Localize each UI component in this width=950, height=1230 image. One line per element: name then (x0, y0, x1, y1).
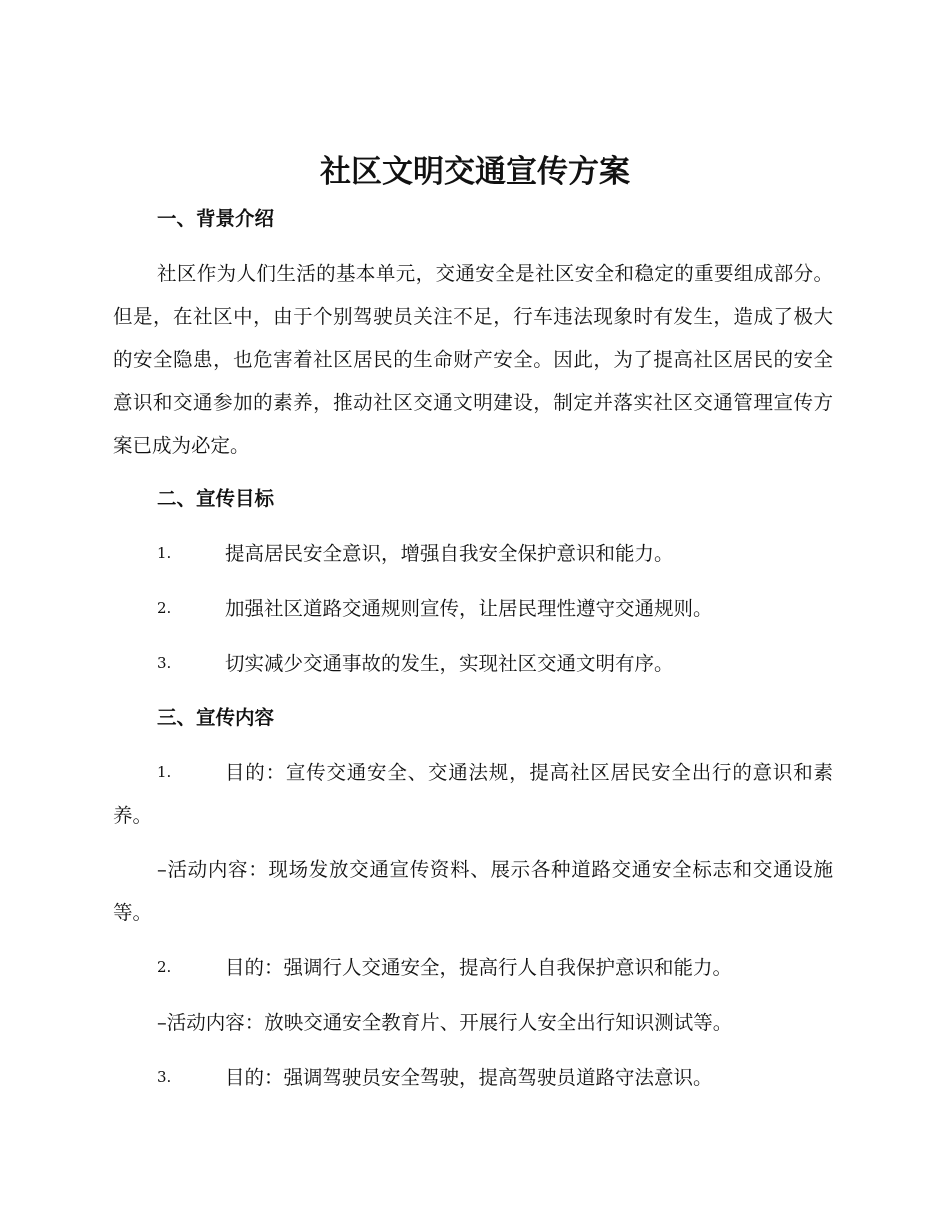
list-text: 提高居民安全意识，增强自我安全保护意识和能力。 (225, 542, 674, 565)
list-number: 2. (157, 599, 172, 617)
document-title: 社区文明交通宣传方案 (320, 154, 630, 190)
content-activity-2: –活动内容：放映交通安全教育片、开展行人安全出行知识测试等。 (157, 1011, 733, 1034)
list-text: 目的：宣传交通安全、交通法规，提高社区居民安全出行的意识和素养。 (113, 761, 833, 827)
list-text: 切实减少交通事故的发生，实现社区交通文明有序。 (225, 652, 674, 675)
content-item-3 (113, 1056, 833, 1099)
background-paragraph: 社区作为人们生活的基本单元，交通安全是社区安全和稳定的重要组成部分。但是，在社区中，由于个别驾驶员关注不足，行车违法现象时有发生，造成了极大的安全隐患，也危害着社区居民的生命财产安全。因此，为了提高社区居民的安全意识和交通参加的素养，推动社区交通文明建设，制定并落实社区交通管理宣传方案已成为必定。 (113, 262, 833, 457)
section-heading-content: 三、宣传内容 (157, 706, 275, 729)
list-number: 1. (157, 544, 172, 562)
section-heading-goals: 二、宣传目标 (157, 487, 275, 510)
list-text: 目的：强调驾驶员安全驾驶，提高驾驶员道路守法意识。 (225, 1066, 713, 1089)
goal-item-1 (113, 532, 833, 575)
list-text: 加强社区道路交通规则宣传，让居民理性遵守交通规则。 (225, 597, 713, 620)
goal-item-2 (113, 587, 833, 630)
list-number: 3. (157, 654, 172, 672)
goal-item-3 (113, 642, 833, 685)
content-item-1 (113, 751, 833, 837)
list-number: 3. (157, 1068, 172, 1086)
content-activity-1: –活动内容：现场发放交通宣传资料、展示各种道路交通安全标志和交通设施等。 (113, 858, 833, 924)
content-item-2 (113, 946, 833, 989)
section-heading-background: 一、背景介绍 (157, 207, 275, 230)
list-number: 2. (157, 958, 172, 976)
list-text: 目的：强调行人交通安全，提高行人自我保护意识和能力。 (225, 956, 733, 979)
list-number: 1. (157, 763, 172, 781)
